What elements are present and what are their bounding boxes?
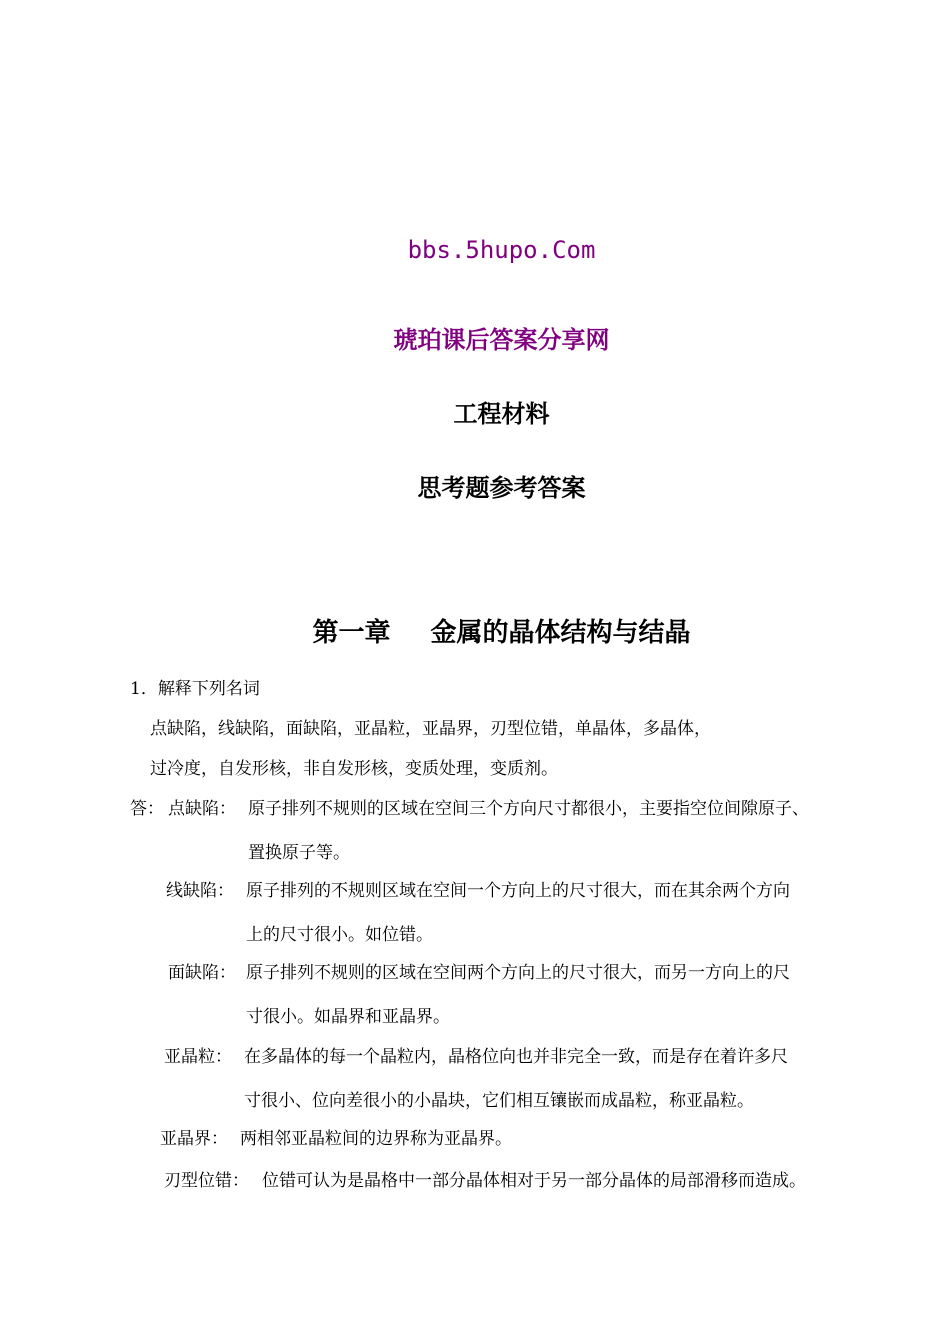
answer-definition-line: 原子排列的不规则区域在空间一个方向上的尺寸很大，而在其余两个方向 [246, 881, 790, 901]
answer-definition-line: 在多晶体的每一个晶粒内，晶格位向也并非完全一致，而是存在着许多尺 [244, 1047, 788, 1067]
question-label: 1．解释下列名词 [130, 679, 260, 699]
answer-term-planar-defect: 面缺陷： [168, 963, 236, 983]
course-title: 工程材料 [453, 400, 550, 428]
document-title: 思考题参考答案 [417, 474, 586, 502]
chapter-number: 第一章 [312, 618, 391, 648]
answer-definition-line: 寸很小、位向差很小的小晶块，它们相互镶嵌而成晶粒，称亚晶粒。 [244, 1091, 754, 1111]
answer-definition-line: 置换原子等。 [248, 843, 350, 863]
answer-definition-line: 两相邻亚晶粒间的边界称为亚晶界。 [240, 1129, 512, 1149]
question-terms-line-2: 过冷度，自发形核，非自发形核，变质处理，变质剂。 [150, 759, 558, 779]
answer-term-edge-dislocation: 刃型位错： [164, 1171, 249, 1191]
question-terms-line-1: 点缺陷，线缺陷，面缺陷，亚晶粒，亚晶界，刃型位错，单晶体，多晶体， [150, 719, 711, 739]
answer-term-point-defect: 点缺陷： [168, 799, 236, 819]
chapter-heading [0, 612, 950, 649]
answer-definition-line: 寸很小。如晶界和亚晶界。 [246, 1007, 450, 1027]
answer-definition-line: 位错可认为是晶格中一部分晶体相对于另一部分晶体的局部滑移而造成。 [262, 1171, 806, 1191]
answer-definition-line: 原子排列不规则的区域在空间三个方向尺寸都很小，主要指空位间隙原子、 [248, 799, 809, 819]
answer-prefix: 答： [130, 799, 164, 819]
answer-term-subgrain-boundary: 亚晶界： [160, 1129, 228, 1149]
answer-term-line-defect: 线缺陷： [166, 881, 234, 901]
answer-term-subgrain: 亚晶粒： [164, 1047, 232, 1067]
site-url: bbs.5hupo.Com [407, 236, 596, 264]
answer-definition-line: 上的尺寸很小。如位错。 [246, 925, 433, 945]
chapter-title: 金属的晶体结构与结晶 [430, 618, 691, 648]
site-name: 琥珀课后答案分享网 [393, 326, 610, 354]
answer-definition-line: 原子排列不规则的区域在空间两个方向上的尺寸很大，而另一方向上的尺 [246, 963, 790, 983]
